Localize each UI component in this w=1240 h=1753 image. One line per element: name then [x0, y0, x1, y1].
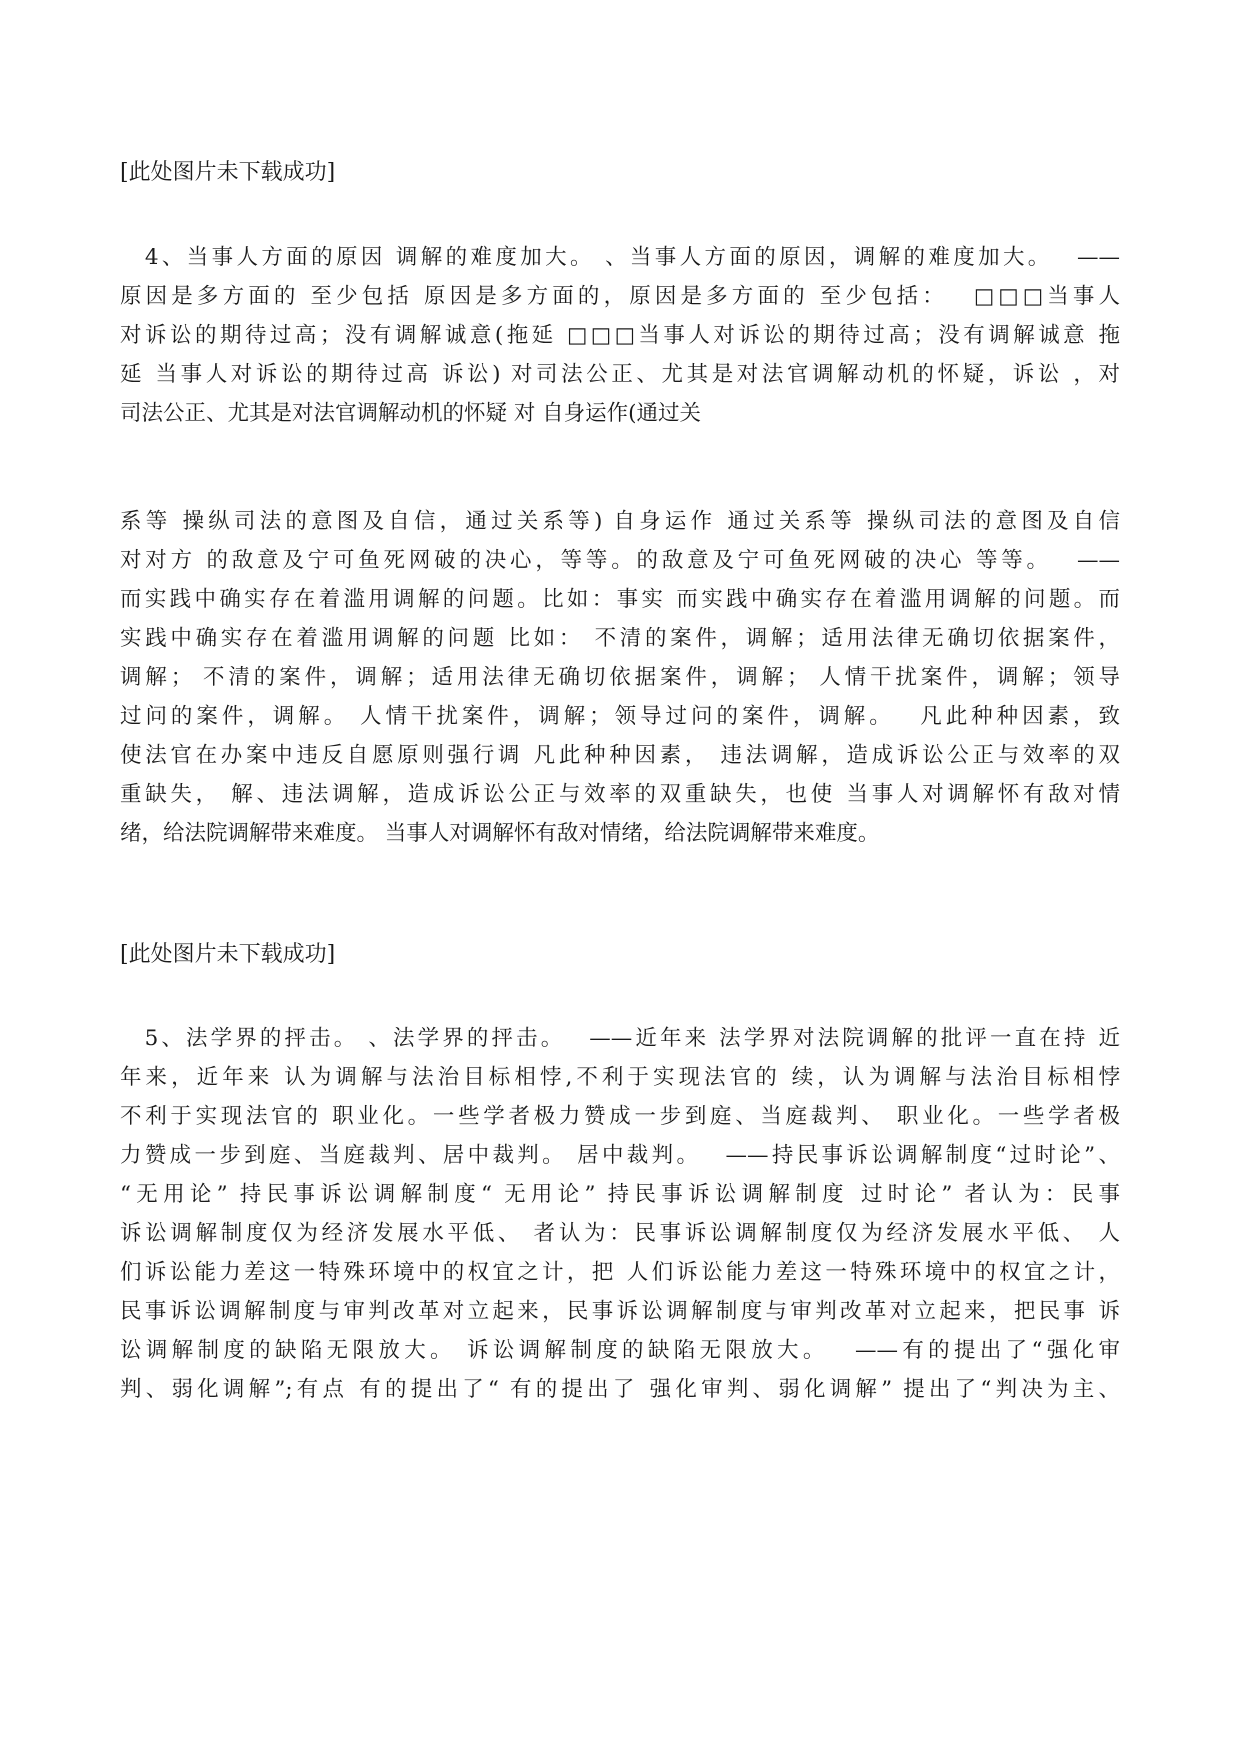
- text-line: 调解； 不清的案件，调解；适用法律无确切依据案件，调解； 人情干扰案件，调解；领导: [120, 665, 1120, 690]
- text-line: 不利于实现法官的 职业化。一些学者极力赞成一步到庭、当庭裁判、 职业化。一些学者极: [120, 1104, 1120, 1129]
- text-line: 而实践中确实存在着滥用调解的问题。比如：事实 而实践中确实存在着滥用调解的问题。而: [120, 587, 1120, 612]
- text-line: 4、当事人方面的原因 调解的难度加大。 、当事人方面的原因，调解的难度加大。 ——: [120, 245, 1120, 270]
- text-line: 系等 操纵司法的意图及自信，通过关系等) 自身运作 通过关系等 操纵司法的意图及自信: [120, 509, 1120, 534]
- text-line: 对诉讼的期待过高；没有调解诚意(拖延 □□□当事人对诉讼的期待过高；没有调解诚意 拖: [120, 323, 1120, 348]
- image-placeholder: [此处图片未下载成功]: [120, 942, 336, 967]
- text-line: “无用论” 持民事诉讼调解制度“ 无用论” 持民事诉讼调解制度 过时论” 者认为：民事: [120, 1182, 1120, 1207]
- text-line: 民事诉讼调解制度与审判改革对立起来，民事诉讼调解制度与审判改革对立起来，把民事 诉: [120, 1299, 1120, 1324]
- paragraph: [120, 502, 1120, 853]
- text-line: 绪，给法院调解带来难度。 当事人对调解怀有敌对情绪，给法院调解带来难度。: [120, 821, 880, 846]
- text-line: 过问的案件，调解。 人情干扰案件，调解；领导过问的案件，调解。 凡此种种因素，致: [120, 704, 1120, 729]
- text-line: 司法公正、尤其是对法官调解动机的怀疑 对 自身运作(通过关: [120, 401, 702, 426]
- text-line: 对对方 的敌意及宁可鱼死网破的决心，等等。的敌意及宁可鱼死网破的决心 等等。 ——: [120, 548, 1120, 573]
- paragraph: [120, 238, 1120, 433]
- text-line: 诉讼调解制度仅为经济发展水平低、 者认为：民事诉讼调解制度仅为经济发展水平低、 人: [120, 1221, 1120, 1246]
- text-line: 5、法学界的抨击。 、法学界的抨击。 ——近年来 法学界对法院调解的批评一直在持 近: [120, 1026, 1120, 1051]
- text-line: 判、弱化调解”;有点 有的提出了“ 有的提出了 强化审判、弱化调解” 提出了“判决为主、: [120, 1377, 1120, 1402]
- text-line: 原因是多方面的 至少包括 原因是多方面的，原因是多方面的 至少包括： □□□当事人: [120, 284, 1120, 309]
- text-line: 使法官在办案中违反自愿原则强行调 凡此种种因素， 违法调解，造成诉讼公正与效率的双: [120, 743, 1120, 768]
- text-line: 们诉讼能力差这一特殊环境中的权宜之计，把 人们诉讼能力差这一特殊环境中的权宜之计，: [120, 1260, 1120, 1285]
- paragraph: [120, 1019, 1120, 1409]
- image-placeholder: [此处图片未下载成功]: [120, 160, 336, 185]
- text-line: 重缺失， 解、违法调解，造成诉讼公正与效率的双重缺失，也使 当事人对调解怀有敌对情: [120, 782, 1120, 807]
- text-line: 力赞成一步到庭、当庭裁判、居中裁判。 居中裁判。 ——持民事诉讼调解制度“过时论”、: [120, 1143, 1120, 1168]
- text-line: 实践中确实存在着滥用调解的问题 比如： 不清的案件，调解；适用法律无确切依据案件，: [120, 626, 1120, 651]
- text-line: 延 当事人对诉讼的期待过高 诉讼) 对司法公正、尤其是对法官调解动机的怀疑，诉讼 ，对: [120, 362, 1120, 387]
- text-line: 年来，近年来 认为调解与法治目标相悖,不利于实现法官的 续，认为调解与法治目标相悖: [120, 1065, 1120, 1090]
- text-line: 讼调解制度的缺陷无限放大。 诉讼调解制度的缺陷无限放大。 ——有的提出了“强化审: [120, 1338, 1120, 1363]
